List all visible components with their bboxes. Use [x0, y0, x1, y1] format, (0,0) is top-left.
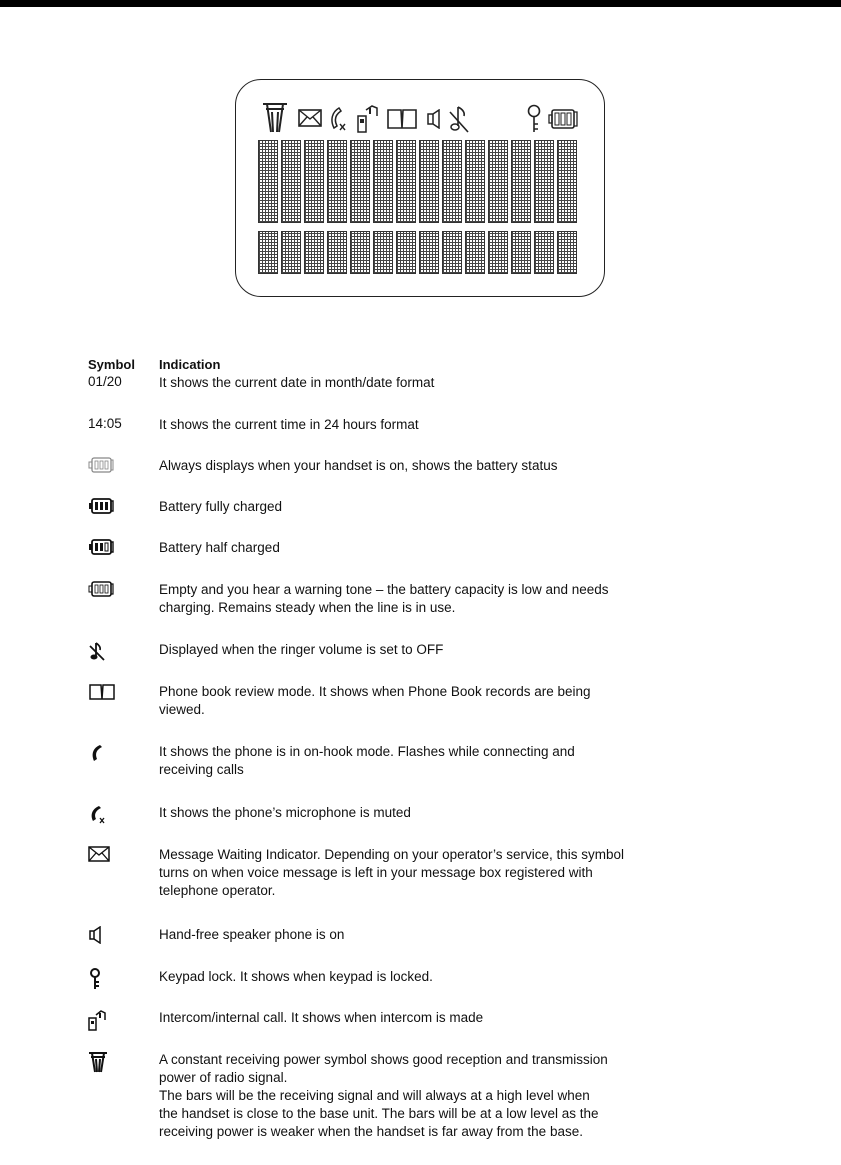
- battery-outline-icon: [88, 457, 114, 473]
- key-icon: [88, 968, 102, 990]
- lcd-character-cell: [304, 140, 324, 223]
- lcd-character-cell: [442, 140, 462, 223]
- indication-text: Phone book review mode. It shows when Phone Book records are being viewed.: [159, 684, 591, 717]
- ringer-off-icon: [88, 641, 106, 661]
- lcd-character-cell: [557, 231, 577, 274]
- lcd-character-cell: [327, 231, 347, 274]
- lcd-character-cell: [534, 140, 554, 223]
- battery-full-icon: [88, 498, 114, 514]
- lcd-character-cell: [396, 231, 416, 274]
- lcd-character-cell: [373, 231, 393, 274]
- handset-muted-icon: [328, 106, 348, 132]
- indication-text: It shows the current date in month/date format: [159, 375, 435, 390]
- indication-text: A constant receiving power symbol shows good reception and transmission power of radio signal. The bars will be the receiving signal and will always at a high level when the handset is close to the base unit. The bars will be at a low level as the receiving power is weaker when the handset is far away from the base.: [159, 1052, 608, 1139]
- lcd-character-cell: [350, 140, 370, 223]
- ringer-off-icon: [448, 104, 470, 134]
- indication-text: Empty and you hear a warning tone – the battery capacity is low and needs charging. Remains steady when the line is in use.: [159, 582, 609, 615]
- indication-column-header: Indication: [159, 357, 221, 372]
- lcd-character-cell: [488, 231, 508, 274]
- symbol-column-header: Symbol: [88, 357, 135, 372]
- symbol-text: 01/20: [88, 374, 122, 389]
- phone-book-icon: [88, 683, 116, 701]
- lcd-character-cell: [511, 231, 531, 274]
- envelope-icon: [88, 846, 110, 862]
- indication-text: Intercom/internal call. It shows when intercom is made: [159, 1010, 484, 1025]
- book-icon: [386, 108, 418, 130]
- lcd-character-cell: [465, 140, 485, 223]
- lcd-character-cell: [511, 140, 531, 223]
- symbol-text: 14:05: [88, 416, 122, 431]
- battery-half-icon: [88, 539, 114, 555]
- speaker-icon: [88, 926, 102, 944]
- speaker-icon: [426, 109, 442, 129]
- lcd-character-cell: [281, 140, 301, 223]
- lcd-character-cell: [557, 140, 577, 223]
- battery-empty-icon: [88, 581, 114, 597]
- battery-empty-icon: [548, 108, 578, 130]
- lcd-character-cell: [304, 231, 324, 274]
- lcd-character-cell: [327, 140, 347, 223]
- envelope-icon: [298, 109, 322, 127]
- lcd-character-cell: [419, 140, 439, 223]
- lcd-character-cell: [350, 231, 370, 274]
- lcd-character-cell: [258, 140, 278, 223]
- lcd-character-cell: [396, 140, 416, 223]
- handset-icon: [88, 743, 106, 763]
- key-icon: [526, 104, 542, 134]
- indication-text: It shows the current time in 24 hours format: [159, 417, 419, 432]
- lcd-character-cell: [419, 231, 439, 274]
- lcd-character-cell: [373, 140, 393, 223]
- intercom-icon: [88, 1009, 106, 1031]
- indication-text: It shows the phone’s microphone is muted: [159, 805, 411, 820]
- indication-text: Hand-free speaker phone is on: [159, 927, 345, 942]
- lcd-character-cell: [258, 231, 278, 274]
- handset-muted-icon: [88, 804, 108, 824]
- lcd-display: [235, 79, 605, 297]
- indication-text: Always displays when your handset is on, shows the battery status: [159, 458, 558, 473]
- indication-text: It shows the phone is in on-hook mode. Flashes while connecting and receiving calls: [159, 744, 575, 777]
- top-rule: [0, 0, 841, 7]
- lcd-character-row-1: [258, 140, 577, 223]
- lcd-character-row-2: [258, 231, 577, 274]
- lcd-character-cell: [442, 231, 462, 274]
- lcd-character-cell: [488, 140, 508, 223]
- lcd-character-cell: [534, 231, 554, 274]
- lcd-character-cell: [465, 231, 485, 274]
- indication-text: Displayed when the ringer volume is set to OFF: [159, 642, 444, 657]
- indication-text: Message Waiting Indicator. Depending on your operator’s service, this symbol turns on when voice message is left in your message box registered with telephone operator.: [159, 847, 624, 898]
- signal-icon: [262, 102, 288, 134]
- indication-text: Battery fully charged: [159, 499, 283, 514]
- lcd-character-cell: [281, 231, 301, 274]
- signal-icon: [88, 1051, 108, 1073]
- indication-text: Keypad lock. It shows when keypad is locked.: [159, 969, 433, 984]
- indication-text: Battery half charged: [159, 540, 280, 555]
- intercom-icon: [356, 102, 378, 134]
